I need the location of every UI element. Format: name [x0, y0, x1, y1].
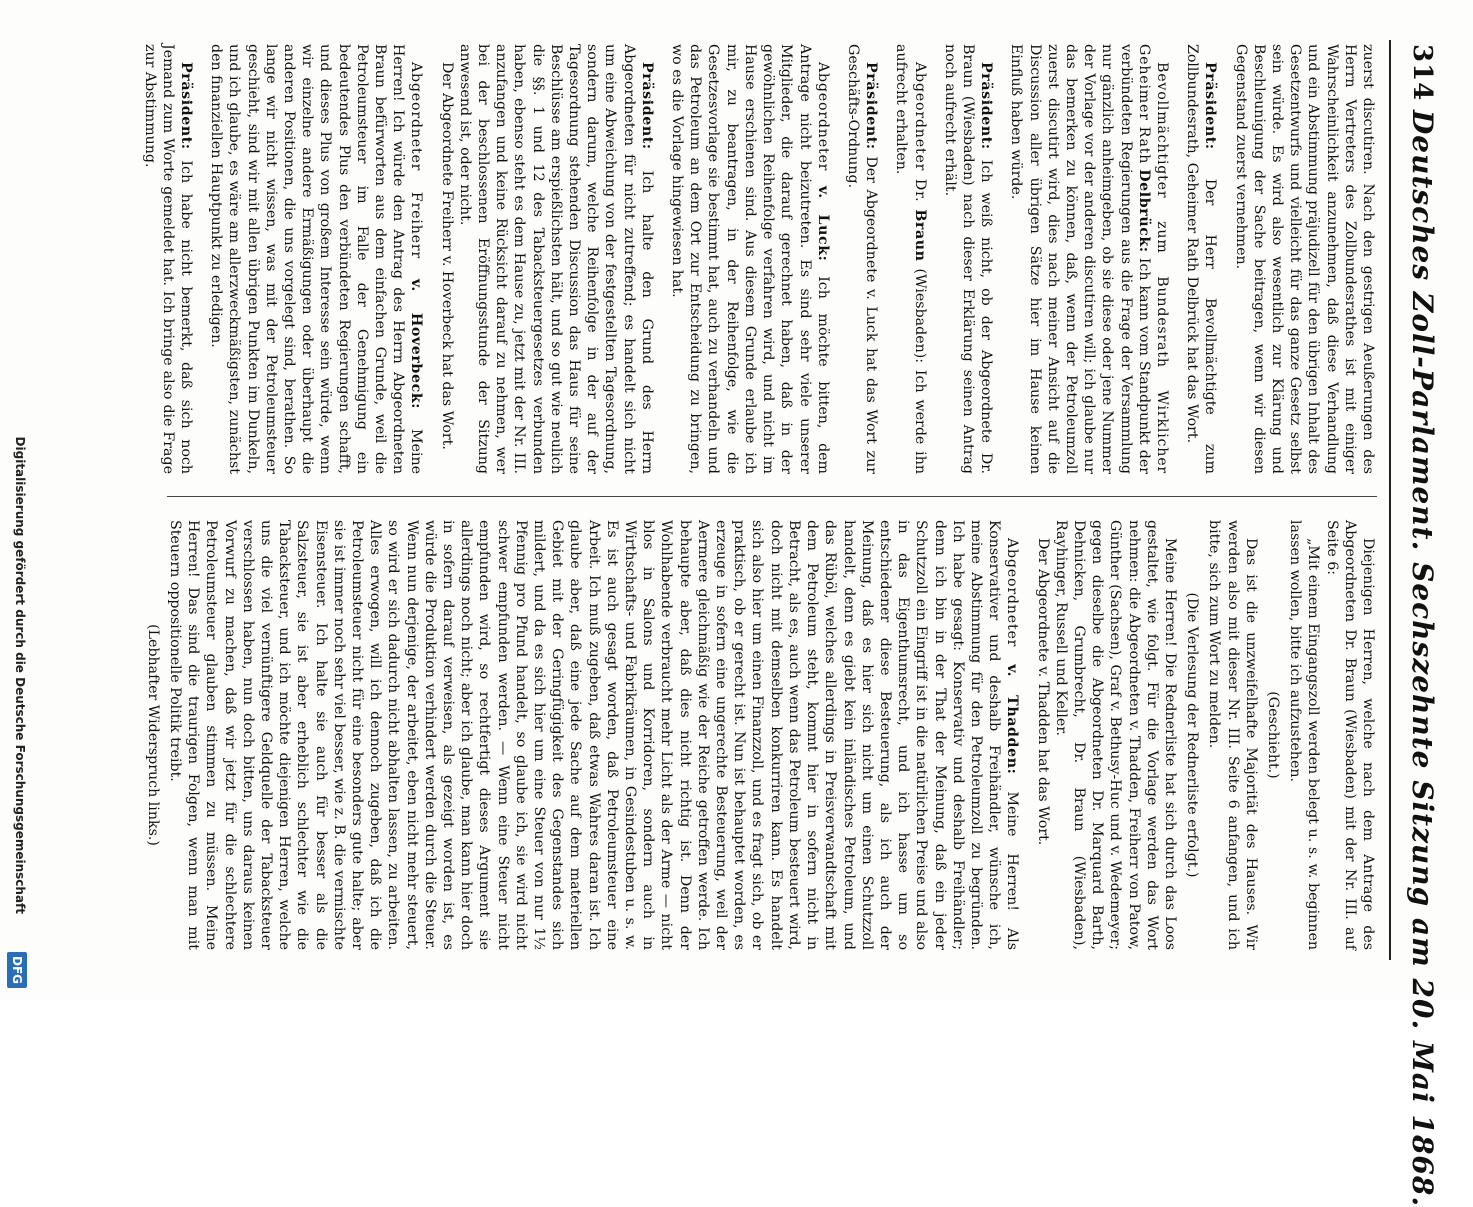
speaker-name: Präsident: [638, 62, 655, 150]
paragraph: Der Abgeordnete v. Thadden hat das Wort. [1034, 538, 1051, 846]
speech-text: Ich möchte bitten, dem Antrage nicht beizutreten. Es sind sehr viele unserer Mitglieder, die darauf gerechnet haben, daß in der gewöhnlichen Reihenfolge verfahren wird, und nicht im Hause erschienen sind. Aus diesem Grunde erlaube ich mir, zu beantragen, in der Reihenfolge, wie die Gesetzesvorlage sie bestimmt hat, auch zu verhandeln und das Petroleum an dem Ort zur Entscheidung zu bringen, wo es die Vorlage hingewiesen hat. [669, 44, 831, 474]
speech-text: Der Abgeordnete v. Luck hat das Wort zur Geschäfts-Ordnung. [844, 44, 880, 474]
speech-text: Meine Herren! Als Konservativer und deshalb Freihändler, wünsche ich, meine Abstimmung für den Petroleumzoll zu begründen. Ich habe gesagt: Konservativ und deshalb Freihändler; denn ich bin in der That der Meinung, daß ein jeder Schutzzoll ein Eingriff ist in die natürlichen Preise und also in das Eigenthumsrecht, und ich hasse um so entschiedener diese Besteuerung, als ich auch der Meinung, daß es hier sich nicht um einen Schutzzoll handelt, denn es giebt kein inländisches Petroleum, und das Rüböl, welches allerdings in Preisverwandtschaft mit dem Petroleum steht, kommt hier in sofern nicht in Betracht, als es, auch wenn das Petroleum besteuert wird, doch nicht mit demselben konkurriren kann. Es handelt sich also hier um einen Finanzzoll, und es fragt sich, ob er praktisch, ob er gerecht ist. Nun ist behauptet worden, es erzeuge in sofern eine ungerechte Besteuerung, weil der Aermere gleichmäßig wie der Reiche getroffen werde. Ich behaupte aber, daß dies nicht richtig ist. Denn der Wohlhabende verbraucht mehr Licht als der Arme — nicht blos in Salons und Korridoren, sondern auch in Wirthschafts- und Fabrikräumen, in Gesindestuben u. s. w. Es ist auch gesagt worden, daß Petroleumsteuer eine Arbeit. Ich muß zugeben, daß etwas Wahres daran ist. Ich glaube aber, daß eine jede Sache auf dem materiellen Gebiet mit der Geringfügigkeit des Gegenstandes sich mildert, und da es sich hier um eine Steuer von nur 1½ Pfennig pro Pfund handelt, so glaube ich, sie wird nicht schwer empfunden werden. — Wenn eine Steuer nicht empfunden wird, so rechtfertigt dieses Argument sie allerdings noch nicht; aber ich glaube, man kann hier doch in sofern darauf verweisen, als gezeigt worden ist, es würde die Produktion verhindert werden durch die Steuer. Wenn nun derjenige, der arbeitet, eben nicht mehr steuert, so wird er sich dadurch nicht abhalten lassen, zu arbeiten. Alles erwogen, will ich dennoch zugeben, daß ich die Petroleumsteuer nicht für eine besonders gute halte; aber sie ist immer noch sehr viel besser, wie z. B. die vermischte Eisensteuer. Ich halte sie auch für besser als die Salzsteuer, sie ist aber erheblich schlechter wie die Tabacksteuer, und ich möchte diejenigen Herren, welche uns die viel vernünftigere Geldquelle der Tabacksteuer verschlossen haben, nun doch bitten, uns daraus keinen Vorwurf zu machen, daß wir jetzt für die schlechtere Petroleumsteuer glauben stimmen zu müssen. Meine Herren! Das sind die traurigen Folgen, wenn man mit Steuern oppositionelle Politik treibt. [167, 520, 1021, 951]
speech-text: Ich habe nicht bemerkt, daß sich noch Jemand zum Worte gemeldet hat. Ich bringe also die Frage zur Abstimmung. [141, 44, 195, 474]
speaker-name: v. Thadden: [1004, 664, 1021, 775]
speech-text: Der Herr Bevollmächtigte zum Zollbundesrath, Geheimer Rath Delbrück hat das Wort. [1184, 44, 1219, 474]
speaker-name: Präsident: [978, 62, 995, 150]
digitization-text: Digitalisierung gefördert durch die Deutsche Forschungsgemeinschaft [13, 436, 27, 914]
page-number: 314 [1407, 44, 1437, 102]
speech-text: Ich weiß nicht, ob der Abgeordnete Dr. Braun (Wiesbaden) nach dieser Erklärung seinen Antrag noch aufrecht erhält. [941, 44, 995, 474]
speech-text: Ich kann vom Standpunkt der verbündeten Regierungen aus die Frage der Versammlung nur gänzlich anheimgeben, ob sie diese oder jene Nummer der Vorlage vor der anderen discutiren will; ich glaube nur das bemerken zu können, daß, wenn der Petroleumzoll zuerst discutirt wird, dies nach meiner Ansicht auf die Discussion aller übrigen Sätze hier im Hause keinen Einfluß haben würde. [1008, 44, 1152, 474]
column-divider [167, 496, 1377, 497]
speech-paragraph [456, 44, 656, 474]
speaker-name: Präsident: [863, 62, 880, 150]
speech-paragraph [1183, 44, 1219, 474]
speaker-title: Abgeordneter [1004, 538, 1021, 648]
speech-paragraph [207, 44, 425, 474]
speaker-title: Abgeordneter [814, 62, 831, 172]
speech-paragraph [892, 44, 928, 474]
paragraph: Das ist die unzweifelhafte Majorität des Hauses. Wir werden also mit dieser Nr. III. Seite 6 anfangen, und ich bitte, sich zum Wort zu melden. [1206, 520, 1259, 950]
speech-paragraph [140, 44, 195, 474]
speech-text: (Wiesbaden): Ich werde ihn aufrecht erhalten. [893, 44, 928, 474]
running-title: Deutsches Zoll-Parlament. Sechszehnte Sitzung am 20. Mai 1868. [1406, 110, 1439, 1207]
stage-direction: (Lebhafter Widerspruch links.) [144, 624, 161, 846]
speaker-name: Präsident: [1202, 62, 1219, 150]
right-column [144, 520, 1377, 951]
paragraph: Der Abgeordnete Freiherr v. Hoverbeck hat das Wort. [438, 62, 455, 450]
speech-paragraph [941, 44, 996, 474]
left-column [141, 44, 1377, 475]
speech-paragraph [844, 44, 880, 474]
paragraph: zuerst discutiren. Nach den gestrigen Aeußerungen des Herrn Vertreters des Zollbundesrathes ist mit einiger Wahrscheinlichkeit anzunehmen, daß diese Verhandlung und ein Abstimmung präjudizell für den übrigen Inhalt des Gesetzentwurfs und vielleicht für das ganze Gesetz selbst sein würde. Es wird also wesentlich zur Klärung und Beschleunigung der Sache beitragen, wenn wir diesen Gegenstand zuerst vernehmen. [1232, 44, 1376, 474]
speaker-title: Abgeordneter Freiherr [408, 62, 425, 259]
speaker-name: Präsident: [178, 62, 195, 150]
stage-direction: (Die Verlesung der Rednerliste erfolgt.) [1184, 592, 1201, 878]
speaker-title: Abgeordneter Dr. [911, 62, 928, 203]
paragraph: „Mit einem Eingangszoll werden belegt u. s. w. beginnen lassen wollen, bitte ich aufzustehen. [1287, 520, 1322, 950]
speaker-name: v. Hoverbeck: [408, 278, 425, 410]
page-header [1389, 40, 1451, 1207]
stage-direction: (Geschieht.) [1264, 691, 1281, 779]
digitization-note [5, 0, 27, 1000]
paragraph: Diejenigen Herren, welche nach dem Antrage des Abgeordneten Dr. Braun (Wiesbaden) mit der Nr. III. auf Seite 6: [1323, 520, 1376, 950]
speaker-name: v. Luck: [814, 185, 831, 262]
dfg-logo: DFG [7, 952, 27, 988]
speech-paragraph [668, 44, 832, 474]
speaker-name: Delbrück: [1135, 169, 1152, 253]
speech-text: Meine Herren! Ich würde den Antrag des Herrn Abgeordneten Braun befürworten aus dem einfachen Grunde, weil die Petroleumsteuer im Falle der Genehmigung ein bedeutendes Plus den verbündeten Regierungen schafft, und dieses Plus von großem Interesse sein würde, wenn wir einzelne andere Ermäßigungen oder überhaupt die anderen Positionen, die uns vorgelegt sind, berathen. So lange wir nicht wissen, was mit der Petroleumsteuer geschieht, sind wir mit allen übrigen Punkten im Dunkeln, und ich glaube, es wäre am allerzweckmäßigsten, zunächst den finanziellen Hauptpunkt zu erledigen. [208, 44, 425, 475]
speech-paragraph [1007, 44, 1171, 474]
speaker-title: Bevollmächtigter zum Bundesrath Wirklicher Geheimer Rath [1135, 44, 1170, 474]
speaker-name: Braun [911, 209, 928, 262]
speech-text: Ich halte den Grund des Herrn Abgeordneten für nicht zutreffend; es handelt sich nicht um eine Abweichung von der festgestellten Tagesordnung, sondern darum, welche Reihenfolge in der auf der Tagesordnung stehenden Discussion das Haus für seine Beschlüsse am erspießlichsten hält, und so gut wie neulich die §§. 1 und 12 des Tabacksteuergesetzes verbunden haben, ebenso steht es dem Hause zu, jetzt mit der Nr. III. anzufangen und keine Rücksicht darauf zu nehmen, wer bei der beschlossenen Eröffnungsstunde der Sitzung anwesend ist, oder nicht. [456, 44, 655, 474]
speech-paragraph [166, 520, 1022, 950]
paragraph: Meine Herren! Die Rednerliste hat sich durch das Loos gestaltet, wie folgt. Für die Vorlage werden das Wort nehmen: die Abgeordneten v. Thadden, Freiherr von Patow, Günther (Sachsen), Graf v. Bethusy-Huc und v. Wedemeyer; gegen dieselbe die Abgeordneten Dr. Marquard Barth, Dehnicken, Grumbrecht, Dr. Braun (Wiesbaden), Rayhinger, Russell und Keller. [1052, 520, 1178, 950]
